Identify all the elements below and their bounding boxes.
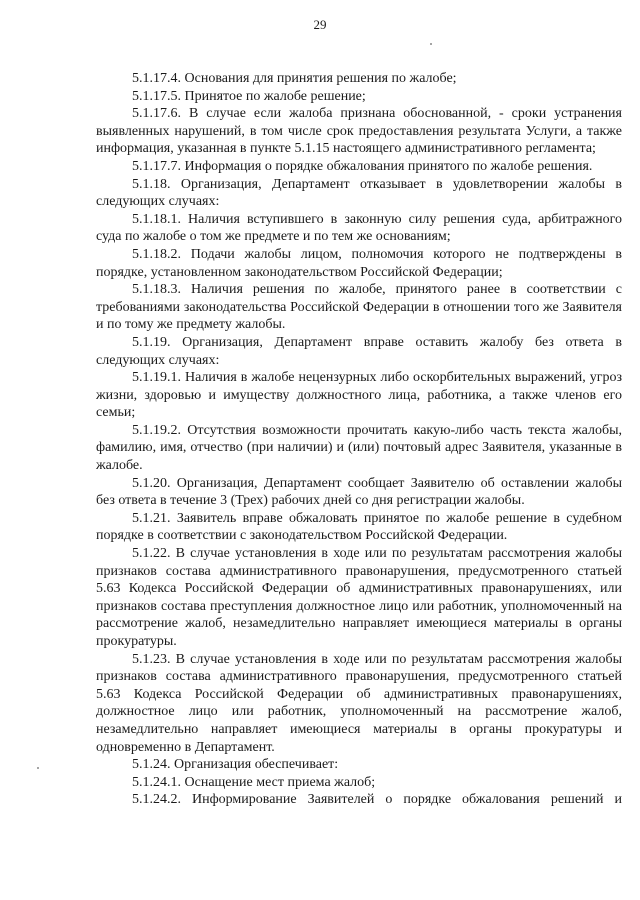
- paragraph: 5.1.19.2. Отсутствия возможности прочитать какую-либо часть текста жалобы, фамилию, имя, отчество (при наличии) и (или) почтовый адрес Заявителя, указанные в жалобе.: [96, 422, 622, 474]
- paragraph: 5.1.17.4. Основания для принятия решения по жалобе;: [132, 71, 457, 86]
- scan-speck: [430, 43, 432, 45]
- paragraph: 5.1.20. Организация, Департамент сообщает Заявителю об оставлении жалобы без ответа в течение 3 (Трех) рабочих дней со дня регистрации жалобы.: [96, 475, 622, 509]
- paragraph: 5.1.18.2. Подачи жалобы лицом, полномочия которого не подтверждены в порядке, установленном законодательством Российской Федерации;: [96, 246, 622, 280]
- paragraph: 5.1.17.6. В случае если жалоба признана обоснованной, - сроки устранения выявленных нарушений, в том числе срок предоставления результата Услуги, а также информация, указанная в пункте 5.1.15 настоящего административного регламента;: [96, 106, 622, 157]
- scan-speck: [37, 767, 39, 769]
- paragraph: 5.1.19. Организация, Департамент вправе оставить жалобу без ответа в следующих случаях:: [96, 334, 622, 368]
- paragraph: 5.1.24.1. Оснащение мест приема жалоб;: [132, 774, 376, 790]
- paragraph: 5.1.18.1. Наличия вступившего в законную силу решения суда, арбитражного суда по жалобе о том же предмете и по тем же основаниям;: [96, 211, 622, 245]
- paragraph: 5.1.19.1. Наличия в жалобе нецензурных либо оскорбительных выражений, угроз жизни, здоровью и имуществу должностного лица, работника, а также членов его семьи;: [96, 370, 622, 421]
- paragraph: 5.1.18.3. Наличия решения по жалобе, принятого ранее в соответствии с требованиями законодательства Российской Федерации в отношении того же Заявителя и по тому же предмету жалобы.: [96, 282, 622, 333]
- paragraph: 5.1.22. В случае установления в ходе или по результатам рассмотрения жалобы признаков состава административного правонарушения, предусмотренного статьей 5.63 Кодекса Российской Федерации об административных правонарушениях, или признаков состава преступления должностное лицо или работник, уполномоченный на рассмотрение жалоб, незамедлительно направляет имеющиеся материалы в органы прокуратуры.: [96, 546, 622, 649]
- paragraph: 5.1.24.2. Информирование Заявителей о порядке обжалования решений и: [132, 792, 622, 808]
- page-number: 29: [313, 17, 327, 32]
- paragraph: 5.1.23. В случае установления в ходе или по результатам рассмотрения жалобы признаков состава административного правонарушения, предусмотренного статьей 5.63 Кодекса Российской Федерации об административных правонарушениях, должностное лицо или работник, уполномоченный на рассмотрение жалоб, незамедлительно направляет имеющиеся материалы в органы прокуратуры и одновременно в Департамент.: [96, 651, 622, 755]
- paragraph: 5.1.21. Заявитель вправе обжаловать принятое по жалобе решение в судебном порядке в соответствии с законодательством Российской Федерации.: [96, 510, 622, 544]
- paragraph: 5.1.17.5. Принятое по жалобе решение;: [132, 88, 366, 104]
- paragraph: 5.1.17.7. Информация о порядке обжалования принятого по жалобе решения.: [132, 158, 593, 174]
- paragraph: 5.1.18. Организация, Департамент отказывает в удовлетворении жалобы в следующих случаях:: [96, 176, 622, 210]
- paragraph: 5.1.24. Организация обеспечивает:: [132, 757, 339, 773]
- document-body: [96, 70, 622, 809]
